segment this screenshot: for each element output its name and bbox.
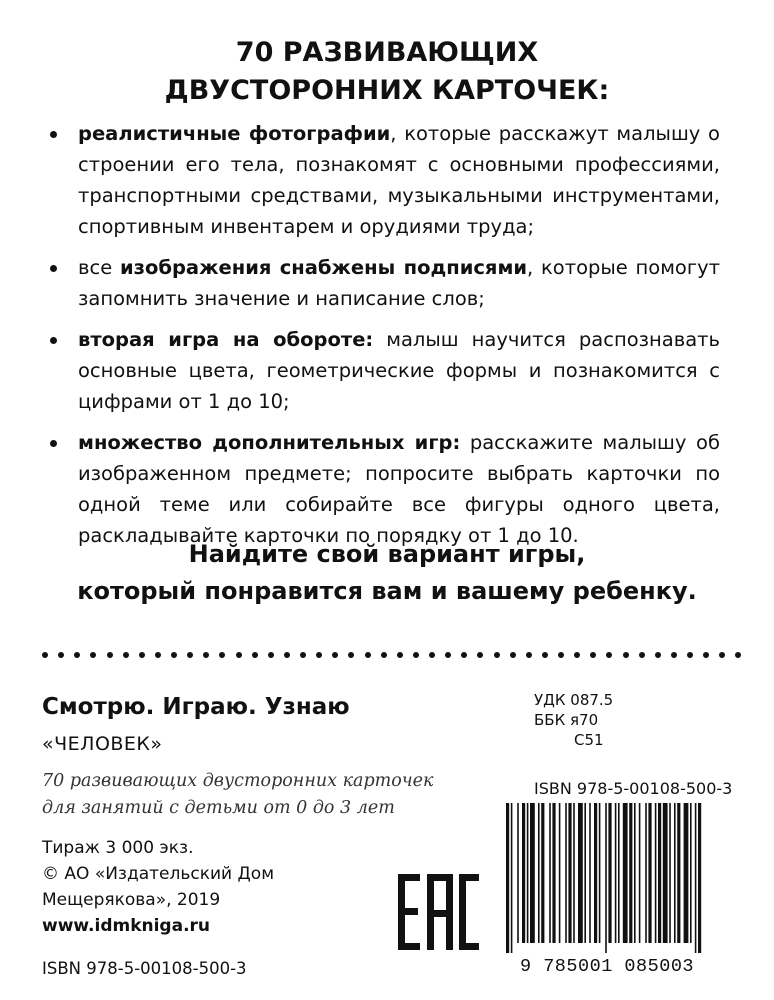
divider-dot	[268, 652, 274, 658]
dotted-divider	[42, 652, 742, 664]
barcode-bar	[684, 803, 689, 943]
call-to-action-line-2: который понравится вам и вашему ребенку.	[77, 577, 697, 605]
divider-dot	[735, 652, 741, 658]
bullet-icon	[50, 337, 57, 344]
divider-dot	[429, 652, 435, 658]
divider-dot	[284, 652, 290, 658]
feature-prefix: все	[78, 256, 120, 279]
barcode-bar	[517, 803, 519, 943]
barcode-bar	[658, 803, 661, 943]
bbk-code: ББК я70	[534, 711, 599, 729]
divider-dot	[494, 652, 500, 658]
divider-dot	[123, 652, 129, 658]
book-description-line-2: для занятий с детьми от 0 до 3 лет	[42, 798, 395, 818]
divider-dot	[510, 652, 516, 658]
barcode-bar	[695, 803, 697, 953]
barcode-bar	[608, 803, 611, 943]
feature-item	[40, 118, 720, 242]
divider-dot	[639, 652, 645, 658]
divider-dot	[155, 652, 161, 658]
divider-dot	[139, 652, 145, 658]
divider-dot	[300, 652, 306, 658]
divider-dot	[107, 652, 113, 658]
barcode-bar	[618, 803, 620, 943]
divider-dot	[316, 652, 322, 658]
barcode-bar	[568, 803, 571, 943]
barcode-bar	[639, 803, 641, 943]
barcode-bar	[690, 803, 692, 943]
book-description	[42, 768, 482, 822]
barcode-bar	[605, 803, 607, 953]
divider-dot	[655, 652, 661, 658]
barcode-bar	[541, 803, 544, 943]
barcode-bar	[589, 803, 591, 943]
print-run: Тираж 3 000 экз.	[42, 838, 194, 858]
bullet-icon	[50, 440, 57, 447]
barcode-icon	[500, 803, 746, 953]
divider-dot	[671, 652, 677, 658]
barcode-bar	[594, 803, 597, 943]
feature-item	[40, 324, 720, 417]
feature-bold: множество дополнительных игр:	[78, 431, 461, 454]
feature-bold: реалистичные фотографии	[78, 122, 391, 145]
barcode-bar	[698, 803, 701, 953]
feature-list	[40, 118, 720, 561]
barcode-bar	[634, 803, 636, 943]
copyright-line-2: Мещерякова», 2019	[42, 890, 221, 910]
barcode-bar	[527, 803, 529, 943]
barcode-bar	[573, 803, 575, 943]
main-title-line-2: ДВУСТОРОННИХ КАРТОЧЕК:	[164, 75, 610, 106]
barcode-bar	[522, 803, 525, 943]
website-link[interactable]: www.idmkniga.ru	[42, 916, 211, 936]
divider-dot	[623, 652, 629, 658]
feature-item	[40, 252, 720, 314]
barcode-bar	[506, 803, 509, 953]
author-mark: С51	[574, 731, 604, 749]
barcode-bar	[511, 803, 513, 953]
feature-bold: вторая игра на обороте:	[78, 328, 374, 351]
barcode-bar	[599, 803, 601, 943]
divider-dot	[42, 652, 48, 658]
divider-dot	[236, 652, 242, 658]
call-to-action	[0, 536, 774, 610]
divider-dot	[461, 652, 467, 658]
barcode-bar	[584, 803, 586, 943]
barcode-bar	[623, 803, 628, 943]
bullet-icon	[50, 265, 57, 272]
divider-dot	[574, 652, 580, 658]
divider-dot	[365, 652, 371, 658]
copyright-line-1: © АО «Издательский Дом	[42, 864, 275, 884]
barcode-isbn-label: ISBN 978-5-00108-500-3	[534, 779, 733, 798]
barcode-bar	[655, 803, 657, 943]
classification-codes	[534, 690, 613, 750]
feature-bold: изображения снабжены подписями	[119, 256, 528, 279]
barcode-bar	[530, 803, 535, 943]
main-title-line-1: 70 РАЗВИВАЮЩИХ	[235, 37, 539, 68]
barcode-bar	[578, 803, 583, 943]
divider-dot	[606, 652, 612, 658]
divider-dot	[348, 652, 354, 658]
divider-dot	[203, 652, 209, 658]
barcode-bar	[648, 803, 651, 943]
feature-text: , которые помогут запомнить значение и написание слов;	[78, 256, 720, 310]
barcode-bar	[669, 803, 671, 943]
divider-dot	[252, 652, 258, 658]
divider-dot	[171, 652, 177, 658]
eac-conformity-mark-icon	[396, 872, 480, 952]
barcode-bar	[663, 803, 668, 943]
call-to-action-line-1: Найдите свой вариант игры,	[188, 540, 586, 568]
barcode-digits: 9 785001 085003	[520, 956, 695, 977]
divider-dot	[590, 652, 596, 658]
feature-item	[40, 427, 720, 551]
divider-dot	[187, 652, 193, 658]
divider-dot	[219, 652, 225, 658]
divider-dot	[477, 652, 483, 658]
bullet-icon	[50, 131, 57, 138]
divider-dot	[74, 652, 80, 658]
divider-dot	[332, 652, 338, 658]
divider-dot	[445, 652, 451, 658]
divider-dot	[58, 652, 64, 658]
barcode-bar	[677, 803, 680, 943]
series-title: Смотрю. Играю. Узнаю	[42, 694, 350, 720]
divider-dot	[687, 652, 693, 658]
barcode-bar	[549, 803, 551, 943]
barcode-bar	[629, 803, 632, 943]
isbn-text: ISBN 978-5-00108-500-3	[42, 959, 247, 978]
barcode-bar	[674, 803, 676, 943]
barcode-bar	[645, 803, 647, 943]
feature-text: , которые расскажут малышу о строении его тела, познакомят с основными профессиями, транспортными средствами, музыкальными инструментами, спортивным инвентарем и орудиями труда;	[78, 122, 720, 238]
main-title	[0, 34, 774, 110]
divider-dot	[703, 652, 709, 658]
barcode-bar	[552, 803, 555, 943]
divider-dot	[90, 652, 96, 658]
barcode-bar	[538, 803, 540, 943]
barcode-bar	[615, 803, 617, 943]
barcode-bar	[565, 803, 567, 943]
barcode-bar	[559, 803, 561, 943]
udk-code: УДК 087.5	[534, 691, 614, 709]
divider-dot	[542, 652, 548, 658]
divider-dot	[719, 652, 725, 658]
divider-dot	[413, 652, 419, 658]
imprint	[42, 835, 372, 939]
divider-dot	[397, 652, 403, 658]
divider-dot	[526, 652, 532, 658]
book-description-line-1: 70 развивающих двусторонних карточек	[42, 771, 434, 791]
book-subject: «ЧЕЛОВЕК»	[42, 733, 163, 755]
divider-dot	[381, 652, 387, 658]
feature-text: малыш научится распознавать основные цвета, геометрические формы и познакомится с цифрами от 1 до 10;	[78, 328, 720, 413]
divider-dot	[558, 652, 564, 658]
feature-text: расскажите малышу об изображенном предмете; попросите выбрать карточки по одной теме или собирайте все фигуры одного цвета, раскладывайте карточки по порядку от 1 до 10.	[78, 431, 720, 547]
